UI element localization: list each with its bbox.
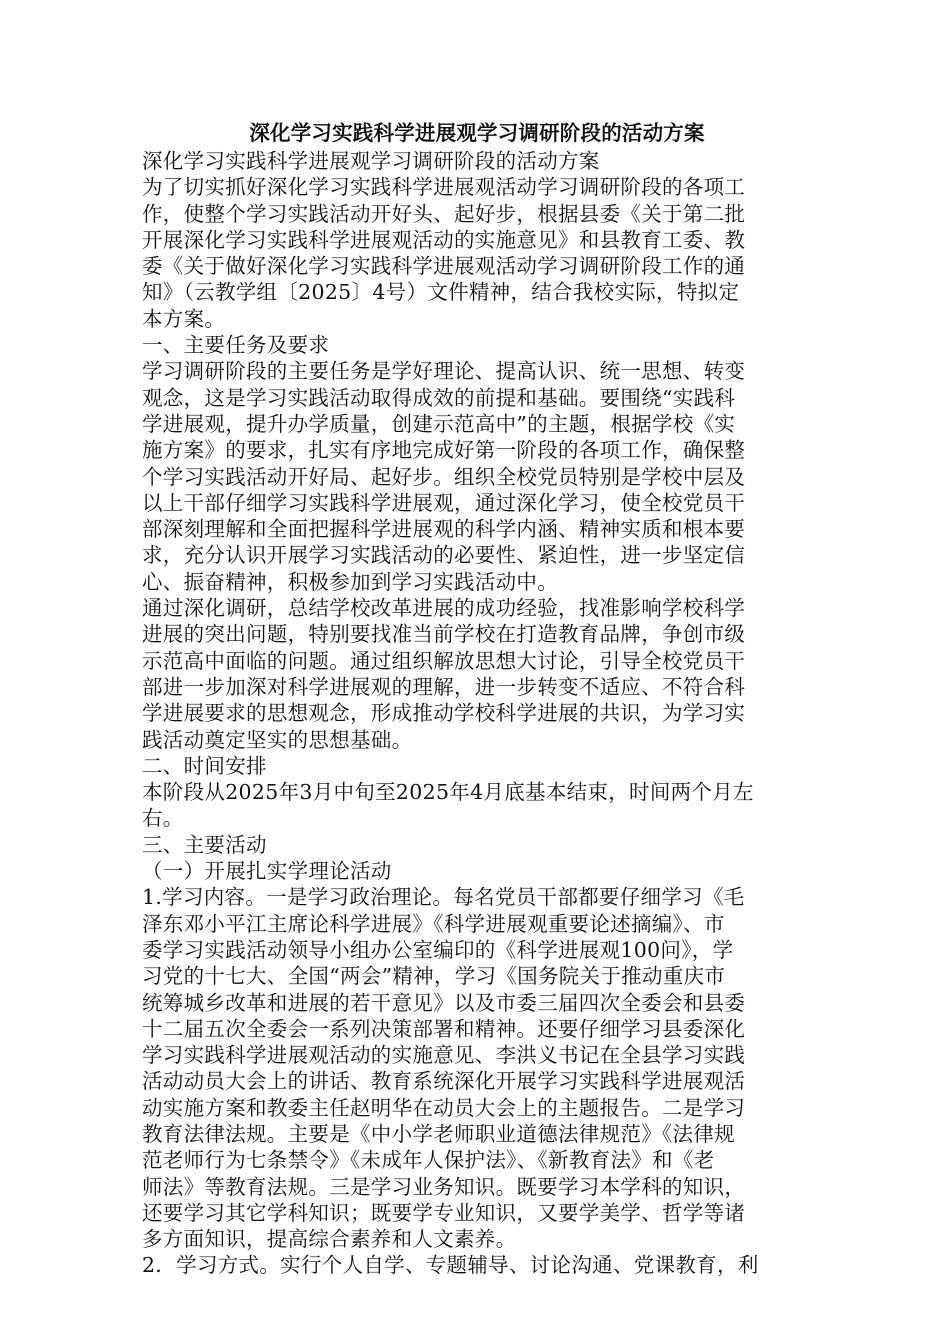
body-line: 求，充分认识开展学习实践活动的必要性、紧迫性，进一步坚定信 [142, 543, 746, 568]
body-line: 委学习实践活动领导小组办公室编印的《科学进展观100问》，学 [142, 937, 734, 962]
body-line: 三、主要活动 [142, 832, 267, 857]
body-line: 为了切实抓好深化学习实践科学进展观活动学习调研阶段的各项工 [142, 175, 746, 200]
body-line: 践活动奠定坚实的思想基础。 [142, 727, 413, 752]
body-line: 右。 [142, 806, 184, 831]
body-line: 学习调研阶段的主要任务是学好理论、提高认识、统一思想、转变 [142, 359, 746, 384]
body-line: 习党的十七大、全国“两会”精神，学习《国务院关于推动重庆市 [142, 964, 726, 989]
body-line: 2．学习方式。实行个人自学、专题辅导、讨论沟通、党课教育，利 [142, 1253, 759, 1278]
body-line: 施方案》的要求，扎实有序地完成好第一阶段的各项工作，确保整 [142, 438, 746, 463]
body-line: 开展深化学习实践科学进展观活动的实施意见》和县教育工委、教 [142, 227, 746, 252]
body-line: 本阶段从2025年3月中旬至2025年4月底基本结束，时间两个月左 [142, 780, 754, 805]
body-line: 部进一步加深对科学进展观的理解，进一步转变不适应、不符合科 [142, 674, 746, 699]
body-line: 多方面知识，提高综合素养和人文素养。 [142, 1227, 517, 1252]
body-line: 学进展观，提升办学质量，创建示范高中”的主题，根据学校《实 [142, 411, 736, 436]
body-line: 动实施方案和教委主任赵明华在动员大会上的主题报告。二是学习 [142, 1095, 746, 1120]
body-line: 观念，这是学习实践活动取得成效的前提和基础。要围绕“实践科 [142, 385, 736, 410]
body-line: 一、主要任务及要求 [142, 333, 330, 358]
document-body [142, 148, 812, 1279]
body-line: 泽东邓小平江主席论科学进展》《科学进展观重要论述摘编》、市 [142, 911, 725, 936]
body-line: 心、振奋精神，积极参加到学习实践活动中。 [142, 569, 558, 594]
body-line: 学进展要求的思想观念，形成推动学校科学进展的共识，为学习实 [142, 701, 746, 726]
body-line: 统筹城乡改革和进展的若干意见》以及市委三届四次全委会和县委 [142, 990, 746, 1015]
document-page [142, 118, 812, 1279]
body-line: 进展的突出问题，特别要找准当前学校在打造教育品牌，争创市级 [142, 622, 746, 647]
body-line: 委《关于做好深化学习实践科学进展观活动学习调研阶段工作的通 [142, 254, 746, 279]
body-line: 范老师行为七条禁令》《未成年人保护法》、《新教育法》和《老 [142, 1148, 715, 1173]
body-line: 通过深化调研，总结学校改革进展的成功经验，找准影响学校科学 [142, 596, 746, 621]
body-line: 活动动员大会上的讲话、教育系统深化开展学习实践科学进展观活 [142, 1069, 746, 1094]
body-line: 师法》等教育法规。三是学习业务知识。既要学习本学科的知识， [142, 1174, 746, 1199]
body-line: 学习实践科学进展观活动的实施意见、李洪义书记在全县学习实践 [142, 1043, 746, 1068]
body-line: 作，使整个学习实践活动开好头、起好步，根据县委《关于第二批 [142, 201, 746, 226]
body-line: 个学习实践活动开好局、起好步。组织全校党员特别是学校中层及 [142, 464, 746, 489]
body-line: 以上干部仔细学习实践科学进展观，通过深化学习，使全校党员干 [142, 490, 746, 515]
body-line: 深化学习实践科学进展观学习调研阶段的活动方案 [142, 149, 600, 173]
body-line: 二、时间安排 [142, 753, 267, 778]
body-line: 还要学习其它学科知识；既要学专业知识，又要学美学、哲学等诸 [142, 1200, 746, 1225]
body-line: 示范高中面临的问题。通过组织解放思想大讨论，引导全校党员干 [142, 648, 746, 673]
document-title: 深化学习实践科学进展观学习调研阶段的活动方案 [249, 121, 705, 145]
body-line: 1.学习内容。一是学习政治理论。每名党员干部都要仔细学习《毛 [142, 885, 745, 910]
body-line: 部深刻理解和全面把握科学进展观的科学内涵、精神实质和根本要 [142, 517, 746, 542]
body-line: 本方案。 [142, 306, 226, 331]
body-line: （一）开展扎实学理论活动 [142, 859, 392, 884]
body-line: 知》（云教学组〔2025〕4号）文件精神，结合我校实际，特拟定 [142, 280, 740, 305]
body-line: 十二届五次全委会一系列决策部署和精神。还要仔细学习县委深化 [142, 1016, 746, 1041]
body-line: 教育法律法规。主要是《中小学老师职业道德法律规范》《法律规 [142, 1121, 735, 1146]
